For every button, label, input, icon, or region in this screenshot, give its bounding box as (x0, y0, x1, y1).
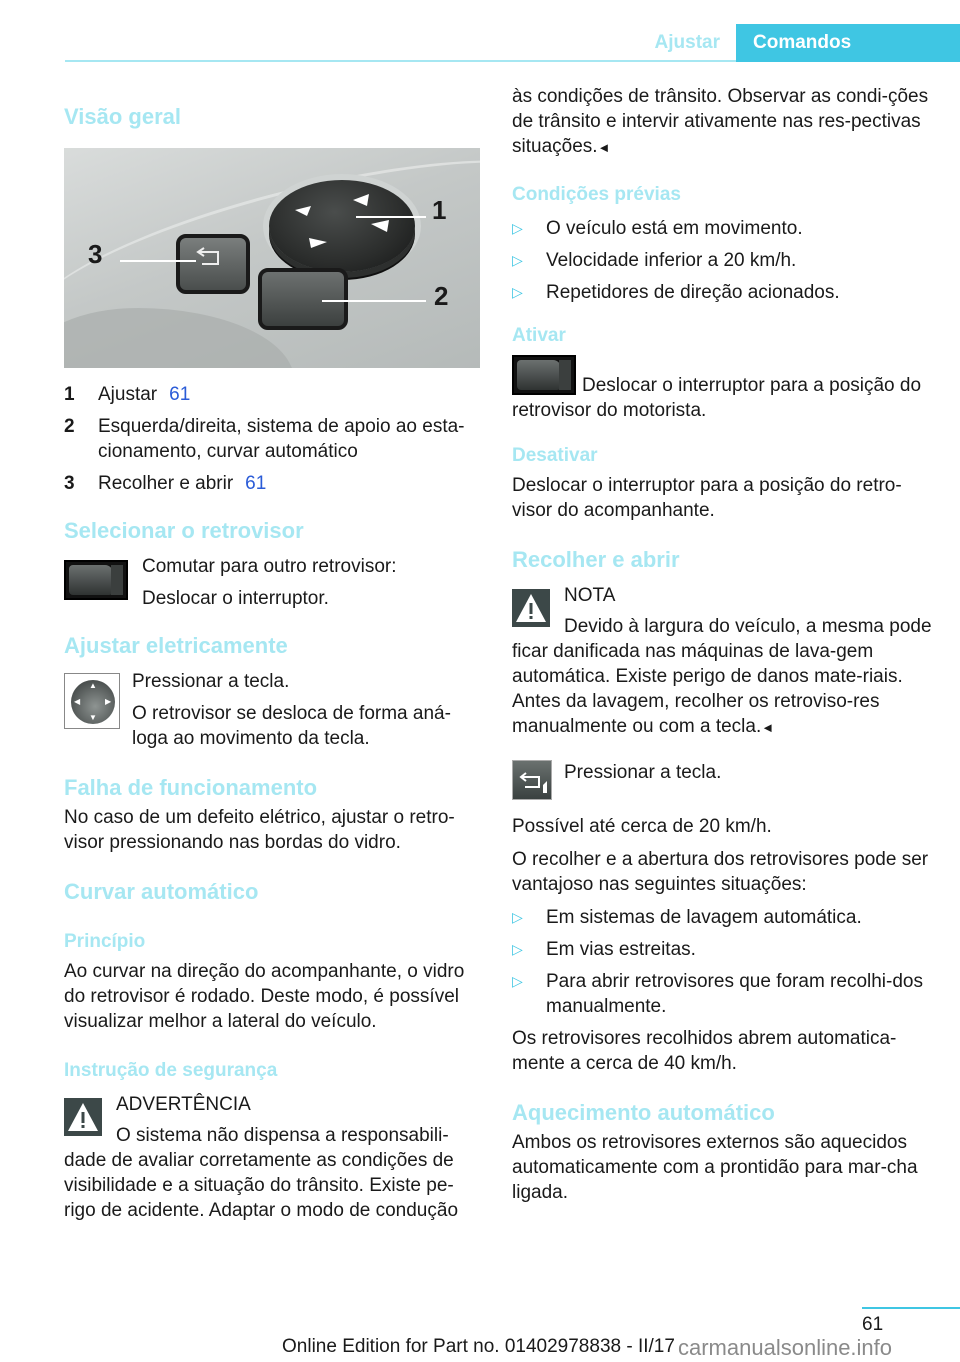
press-key-text: Pressionar a tecla. (564, 762, 722, 783)
left-column (64, 100, 484, 1223)
press-key-block (512, 760, 932, 800)
figure-label-3: 3 (88, 239, 103, 269)
footer-rule (862, 1307, 960, 1309)
legend-number: 2 (64, 416, 75, 437)
legend-text: Esquerda/direita, sistema de apoio ao esta-cionamento, curvar automático (98, 416, 465, 462)
fold-open-title: Recolher e abrir (512, 547, 680, 572)
breadcrumb-section-current: Comandos (736, 24, 960, 62)
instruction-text: Pressionar a tecla. (132, 671, 290, 692)
instruction-text: Deslocar o interruptor. (142, 588, 329, 609)
fold-glyph-icon (192, 244, 232, 272)
edition-text: Online Edition for Part no. 01402978838 - II/17 (282, 1336, 675, 1357)
mirror-switch-icon (512, 355, 576, 395)
instruction-text: O retrovisor se desloca de forma aná-loga ao movimento da tecla. (132, 703, 451, 749)
malfunction-title: Falha de funcionamento (64, 775, 318, 800)
bullet-triangle-icon: ▷ (512, 252, 523, 268)
prerequisites-title: Condições prévias (512, 184, 681, 205)
bullet-triangle-icon: ▷ (512, 220, 523, 236)
activate-text: Deslocar o interruptor para a posição do retrovisor do motorista. (512, 375, 922, 421)
list-item: ▷ Em vias estreitas. (512, 939, 696, 960)
knob-arrow-icons (269, 180, 415, 272)
legend-number: 1 (64, 384, 75, 405)
end-mark-icon: ◄ (597, 140, 611, 155)
prerequisites-list (512, 216, 932, 305)
auto-curve-title: Curvar automático (64, 879, 259, 904)
bullet-triangle-icon: ▷ (512, 973, 523, 989)
warning-text-continued: às condições de trânsito. Observar as condi-ções de trânsito e intervir ativamente nas res-pectivas situações.◄ (512, 86, 929, 157)
adjust-electric-title: Ajustar eletricamente (64, 633, 288, 658)
header-rule (65, 60, 737, 62)
page-reference-link[interactable]: 61 (169, 384, 191, 405)
legend-text: Ajustar (98, 384, 158, 405)
note-block (512, 583, 932, 740)
auto-heating-title: Aquecimento automático (512, 1100, 775, 1125)
speed-limit-text: Possível até cerca de 20 km/h. (512, 816, 772, 837)
auto-open-text: Os retrovisores recolhidos abrem automatica-mente a cerca de 40 km/h. (512, 1028, 897, 1074)
list-item: ▷ Repetidores de direção acionados. (512, 282, 840, 303)
note-label: NOTA (564, 585, 616, 606)
figure-label-1: 1 (432, 195, 447, 225)
bullet-triangle-icon: ▷ (512, 941, 523, 957)
mirror-switch-icon (64, 560, 128, 600)
deactivate-title: Desativar (512, 445, 598, 466)
watermark: carmanualsonline.info (678, 1335, 893, 1360)
select-mirror-title: Selecionar o retrovisor (64, 518, 304, 543)
select-mirror-block (64, 554, 484, 611)
safety-instruction-title: Instrução de segurança (64, 1060, 278, 1081)
leader-line-2 (322, 300, 426, 302)
breadcrumb-section-prev: Ajustar (654, 32, 720, 53)
principle-title: Princípio (64, 931, 146, 952)
leader-line-3 (120, 260, 196, 262)
list-item: ▷ Em sistemas de lavagem automática. (512, 907, 862, 928)
warning-block (64, 1092, 484, 1223)
warning-label: ADVERTÊNCIA (116, 1094, 251, 1115)
legend-text: Recolher e abrir (98, 473, 234, 494)
legend-number: 3 (64, 473, 75, 494)
warning-text: O sistema não dispensa a responsabili-dade de avaliar corretamente as condições de visibilidade e a situação do trânsito. Existe pe-rigo de acidente. Adaptar o modo de condução (64, 1125, 459, 1221)
bullet-triangle-icon: ▷ (512, 909, 523, 925)
right-column (512, 84, 932, 1205)
principle-text: Ao curvar na direção do acompanhante, o vidro do retrovisor é rodado. Deste modo, é possível visualizar melhor a lateral do veículo. (64, 961, 465, 1032)
page-reference-link[interactable]: 61 (245, 473, 267, 494)
malfunction-text: No caso de um defeito elétrico, ajustar o retro-visor pressionando nas bordas do vidro. (64, 807, 455, 853)
activate-title: Ativar (512, 325, 566, 346)
direction-pad-icon: ▲ ▼ ◀ ▶ (64, 673, 120, 729)
legend-item (64, 382, 484, 407)
fold-mirror-key-icon (512, 760, 552, 800)
mirror-selector-switch (258, 268, 348, 330)
mirror-controls-figure (64, 148, 480, 368)
advantage-text: O recolher e a abertura dos retrovisores pode ser vantajoso nas seguintes situações: (512, 849, 929, 895)
page-number: 61 (862, 1314, 884, 1335)
leader-line-1 (356, 216, 426, 218)
instruction-text: Comutar para outro retrovisor: (142, 556, 397, 577)
adjust-electric-block (64, 669, 484, 751)
advantage-list (512, 905, 932, 1019)
activate-block (512, 355, 932, 423)
legend-item (64, 471, 484, 496)
bullet-triangle-icon: ▷ (512, 284, 523, 300)
overview-title: Visão geral (64, 104, 181, 129)
warning-triangle-icon (64, 1098, 102, 1136)
deactivate-text: Deslocar o interruptor para a posição do retro-visor do acompanhante. (512, 475, 902, 521)
end-mark-icon: ◄ (761, 720, 775, 735)
list-item: ▷ Para abrir retrovisores que foram recolhi-dos manualmente. (512, 971, 923, 1017)
auto-heating-text: Ambos os retrovisores externos são aquecidos automaticamente com a prontidão para mar-cha ligada. (512, 1132, 918, 1203)
figure-label-2: 2 (434, 281, 449, 311)
figure-legend (64, 382, 484, 496)
list-item: ▷ O veículo está em movimento. (512, 218, 803, 239)
note-text: Devido à largura do veículo, a mesma pode ficar danificada nas máquinas de lava-gem automática. Existe perigo de danos mate-riais. Antes da lavagem, recolher os retroviso-res manualmente ou com a tecla.◄ (512, 616, 932, 737)
legend-item (64, 414, 484, 464)
list-item: ▷ Velocidade inferior a 20 km/h. (512, 250, 797, 271)
warning-triangle-icon (512, 589, 550, 627)
